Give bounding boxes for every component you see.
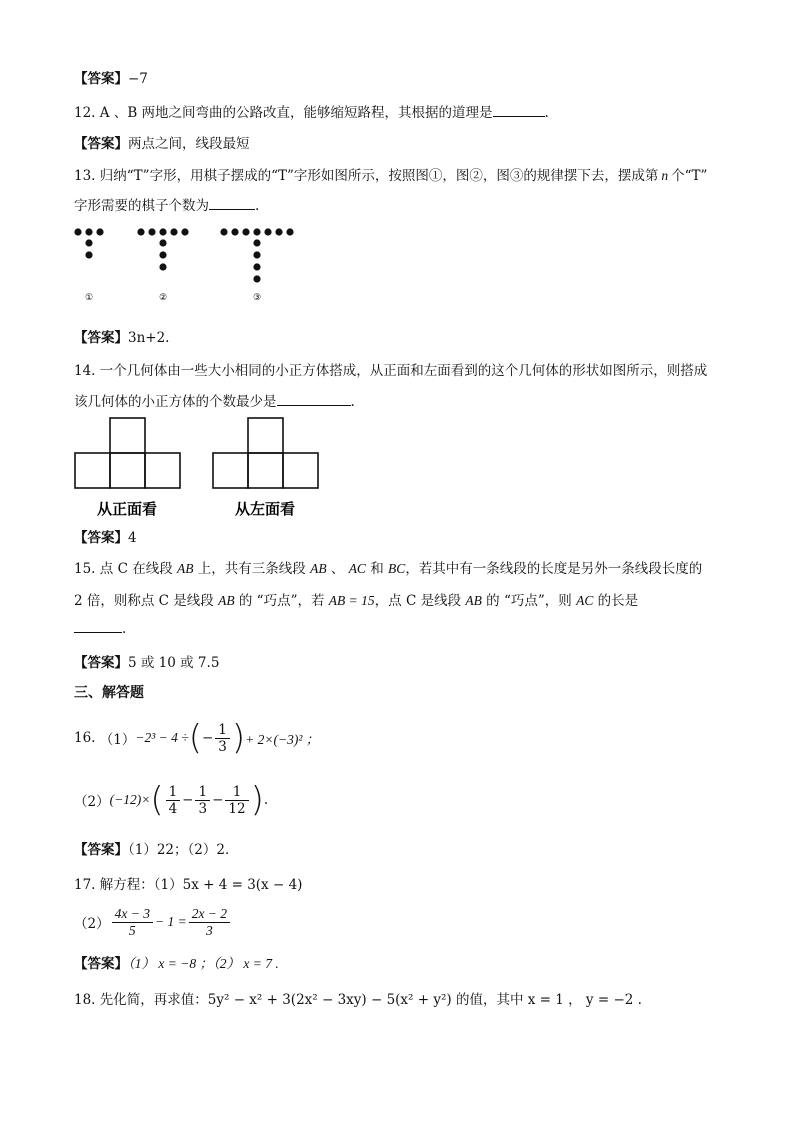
segment-bc: BC [388,561,406,576]
question-number: 18. [74,992,96,1008]
question-14-line2 [74,390,355,410]
question-text: 的 “巧点”，若 [238,593,325,609]
answer-text: 5 或 10 或 7.5 [128,655,220,671]
expression: −2³ − 4 ÷ [135,730,189,745]
question-text: 的长是 [597,593,639,609]
question-number: 13. [74,168,96,184]
conj: 和 [370,561,384,577]
question-number: 16. [74,730,96,746]
punct: . [350,394,355,410]
question-text: 的 “巧点”，则 [486,593,572,609]
front-view [75,418,180,488]
question-15-line3 [74,620,126,637]
segment-ab: AB [177,561,194,576]
fraction-4x-3-over-5: $\frac{4x - 3}{5}$ [112,906,153,939]
section-heading: 三、解答题 [74,685,144,701]
question-text: A 、B 两地之间弯曲的公路改直，能够缩短路程，其根据的道理是 [99,105,493,121]
answer-text: （1） x = −8 ；（2） x = 7 . [128,956,279,971]
question-16-part2 [74,778,268,822]
question-16-part1 [74,716,319,760]
q13-answer [74,326,169,346]
q16-answer [74,838,238,858]
t-shape-2 [137,228,188,270]
segment-ac: AC [348,561,366,576]
question-text: 一个几何体由一些大小相同的小正方体搭成，从正面和左面看到的这个几何体的形状如图所示，则搭成 [99,363,708,379]
punct: . [263,792,269,808]
answer-tag: 【答案】 [74,330,128,346]
answer-blank [277,393,351,406]
fraction-one-fourth: $\frac{1}{4}$ [166,784,181,817]
fraction-one-third: $\frac{1}{3}$ [195,784,210,817]
question-number: 17. [74,877,96,893]
punct: . [544,105,549,121]
part-label: （2） [74,794,110,810]
punct: . [255,198,260,214]
punct: . [122,621,127,637]
right-paren: ) [250,780,264,820]
question-number: 14. [74,363,96,379]
expression: (−12)× [109,792,151,807]
answer-tag: 【答案】 [74,136,128,152]
answer-text: （1）22；（2）2． [128,842,239,858]
question-text: 点 C 在线段 [99,561,173,577]
question-text: 先化简，再求值：5y² − x² + 3(2x² − 3xy) − 5(x² + y²) 的值，其中 x = 1 ， y = −2 . [99,992,642,1008]
equation: AB = 15 [328,593,375,608]
fig-label-1: ① [84,293,94,303]
question-text: ，若其中有一条线段的长度是另外一条线段长度的 [405,561,703,577]
answer-tag: 【答案】 [74,956,128,972]
q14-answer [74,526,137,546]
answer-blank [493,104,545,117]
right-paren: ) [231,718,246,758]
left-paren: ( [188,718,202,758]
fig-label-3: ③ [252,293,262,303]
question-17-part1 [74,873,302,893]
question-text: 2 倍，则称点 C 是线段 [74,593,214,609]
question-12 [74,101,549,121]
question-text: 字形需要的棋子个数为 [74,198,209,214]
part-label: （1） [99,732,136,748]
question-number: 15. [74,561,96,577]
segment-ac: AC [576,593,594,608]
minus-sign: − [182,792,194,808]
t-shape-figure [70,222,310,304]
minus-sign: − [212,792,224,808]
question-13-line2 [74,194,259,214]
var-n: n [661,168,669,183]
minus-sign: − [201,730,214,746]
segment-ab: AB [310,561,327,576]
left-paren: ( [150,780,164,820]
question-text: ，点 C 是线段 [374,593,462,609]
question-18 [74,988,642,1008]
question-text: 该几何体的小正方体的个数最少是 [74,394,277,410]
q12-answer [74,132,250,152]
fraction-one-third: $\frac{1}{3}$ [215,722,230,755]
t-shape-1 [74,228,103,258]
question-15-line1: 15. 点 C 在线段 AB 上，共有三条线段 AB 、 AC 和 BC，若其中有一条线段的长度是另外一条线段长度的 [74,561,703,577]
fraction-2x-2-over-3: $\frac{2x - 2}{3}$ [189,906,230,939]
answer-blank [209,197,255,210]
q11-answer [74,67,148,87]
answer-tag: 【答案】 [74,655,128,671]
segment-ab: AB [218,593,235,608]
answer-tag: 【答案】 [74,71,128,87]
q17-answer [74,952,279,972]
part-label: （2） [74,916,110,932]
answer-tag: 【答案】 [74,530,128,546]
answer-text: −7 [128,71,148,87]
question-14-line1 [74,359,707,379]
question-text: 个“T” [671,168,708,184]
question-15-line2 [74,589,638,609]
fraction-one-twelfth: $\frac{1}{12}$ [225,784,248,817]
answer-text: 两点之间，线段最短 [128,136,250,152]
t-shape-3 [220,228,293,282]
q15-answer [74,651,219,671]
answer-text: 3n+2. [128,330,170,346]
question-text: 解方程：（1）5x + 4 = 3(x − 4) [99,877,303,893]
expression: − 1 = [154,914,187,929]
left-view [213,418,318,488]
question-17-part2 [74,902,232,942]
three-view-figure [74,416,324,522]
left-view-caption: 从左面看 [234,500,296,518]
segment-ab: AB [465,593,482,608]
question-number: 12. [74,105,96,121]
question-text: 上，共有三条线段 [197,561,306,577]
answer-tag: 【答案】 [74,842,128,858]
answer-text: 4 [128,530,137,546]
answer-blank [74,620,122,633]
expression: + 2×(−3)² ； [245,732,320,747]
question-text: 归纳“T”字形，用棋子摆成的“T”字形如图所示，按照图①，图②，图③的规律摆下去，摆成第 [99,168,659,184]
fig-label-2: ② [158,293,168,303]
question-13-line1 [74,164,707,184]
front-view-caption: 从正面看 [96,500,158,518]
